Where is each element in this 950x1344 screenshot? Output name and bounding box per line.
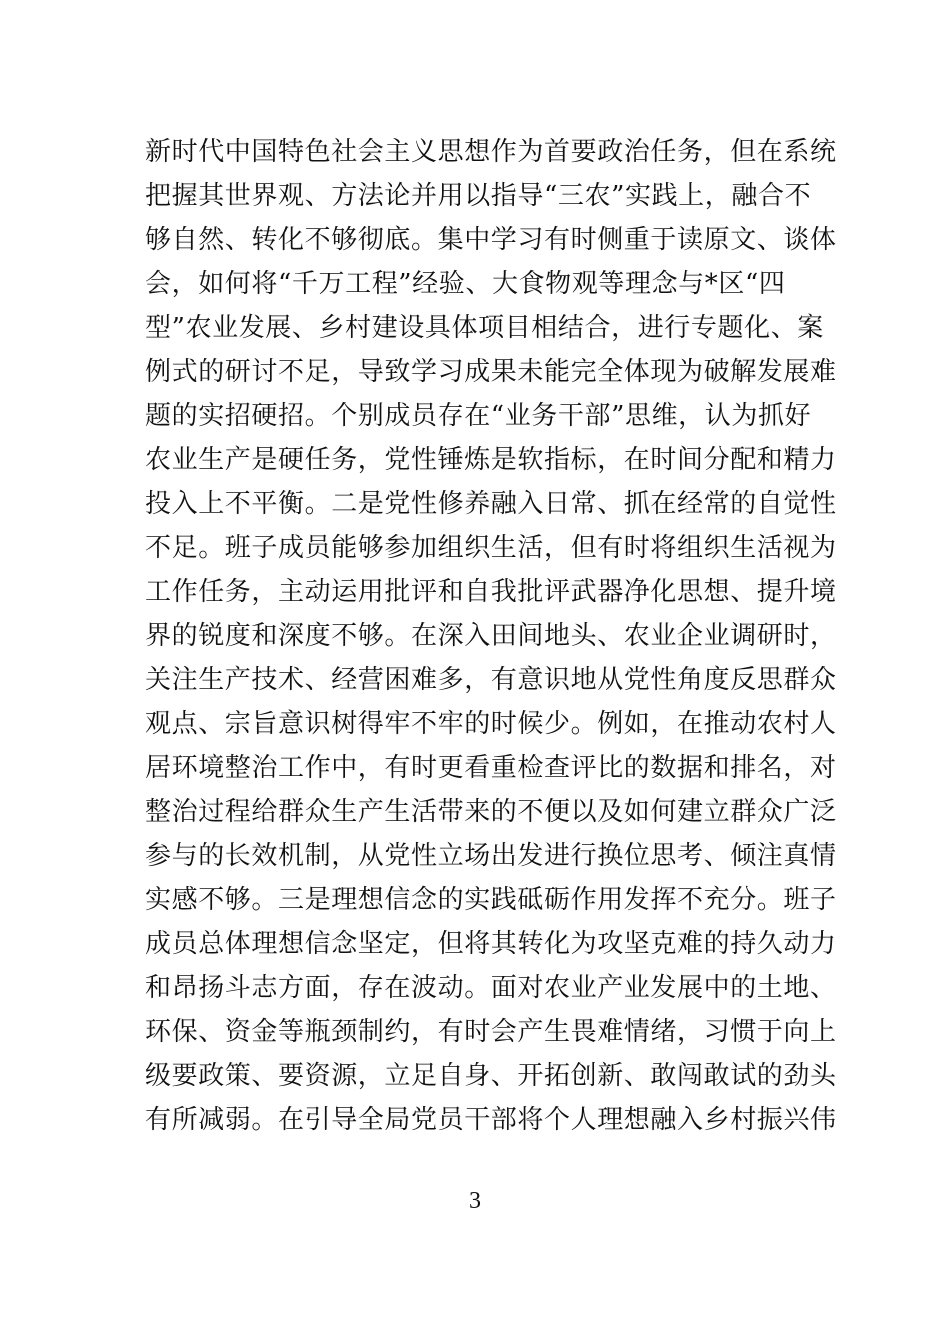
text-line: 环保、资金等瓶颈制约，有时会产生畏难情绪，习惯于向上 (145, 1017, 837, 1047)
text-line: 关注生产技术、经营困难多，有意识地从党性角度反思群众 (145, 665, 837, 695)
text-line: 题的实招硬招。个别成员存在“业务干部”思维，认为抓好 (145, 401, 812, 431)
text-line: 型”农业发展、乡村建设具体项目相结合，进行专题化、案 (145, 313, 824, 343)
text-line: 参与的长效机制，从党性立场出发进行换位思考、倾注真情 (145, 841, 837, 871)
text-line: 居环境整治工作中，有时更看重检查评比的数据和排名，对 (145, 753, 837, 783)
text-line: 整治过程给群众生产生活带来的不便以及如何建立群众广泛 (145, 797, 837, 827)
text-line: 实感不够。三是理想信念的实践砥砺作用发挥不充分。班子 (145, 885, 837, 915)
body-text (145, 130, 837, 1142)
text-line: 级要政策、要资源，立足自身、开拓创新、敢闯敢试的劲头 (145, 1061, 837, 1091)
page-number: 3 (469, 1188, 481, 1214)
text-line: 新时代中国特色社会主义思想作为首要政治任务，但在系统 (145, 137, 837, 167)
text-line: 有所减弱。在引导全局党员干部将个人理想融入乡村振兴伟 (145, 1105, 837, 1135)
text-line: 把握其世界观、方法论并用以指导“三农”实践上，融合不 (145, 181, 812, 211)
text-line: 会，如何将“千万工程”经验、大食物观等理念与*区“四 (145, 269, 786, 299)
text-line: 界的锐度和深度不够。在深入田间地头、农业企业调研时， (145, 621, 837, 651)
text-line: 例式的研讨不足，导致学习成果未能完全体现为破解发展难 (145, 357, 837, 387)
text-line: 成员总体理想信念坚定，但将其转化为攻坚克难的持久动力 (145, 929, 837, 959)
text-line: 工作任务，主动运用批评和自我批评武器净化思想、提升境 (145, 577, 837, 607)
text-line: 农业生产是硬任务，党性锤炼是软指标，在时间分配和精力 (145, 445, 837, 475)
text-line: 投入上不平衡。二是党性修养融入日常、抓在经常的自觉性 (145, 489, 837, 519)
text-line: 不足。班子成员能够参加组织生活，但有时将组织生活视为 (145, 533, 837, 563)
text-line: 观点、宗旨意识树得牢不牢的时候少。例如，在推动农村人 (145, 709, 837, 739)
text-line: 够自然、转化不够彻底。集中学习有时侧重于读原文、谈体 (145, 225, 837, 255)
text-line: 和昂扬斗志方面，存在波动。面对农业产业发展中的土地、 (145, 973, 837, 1003)
